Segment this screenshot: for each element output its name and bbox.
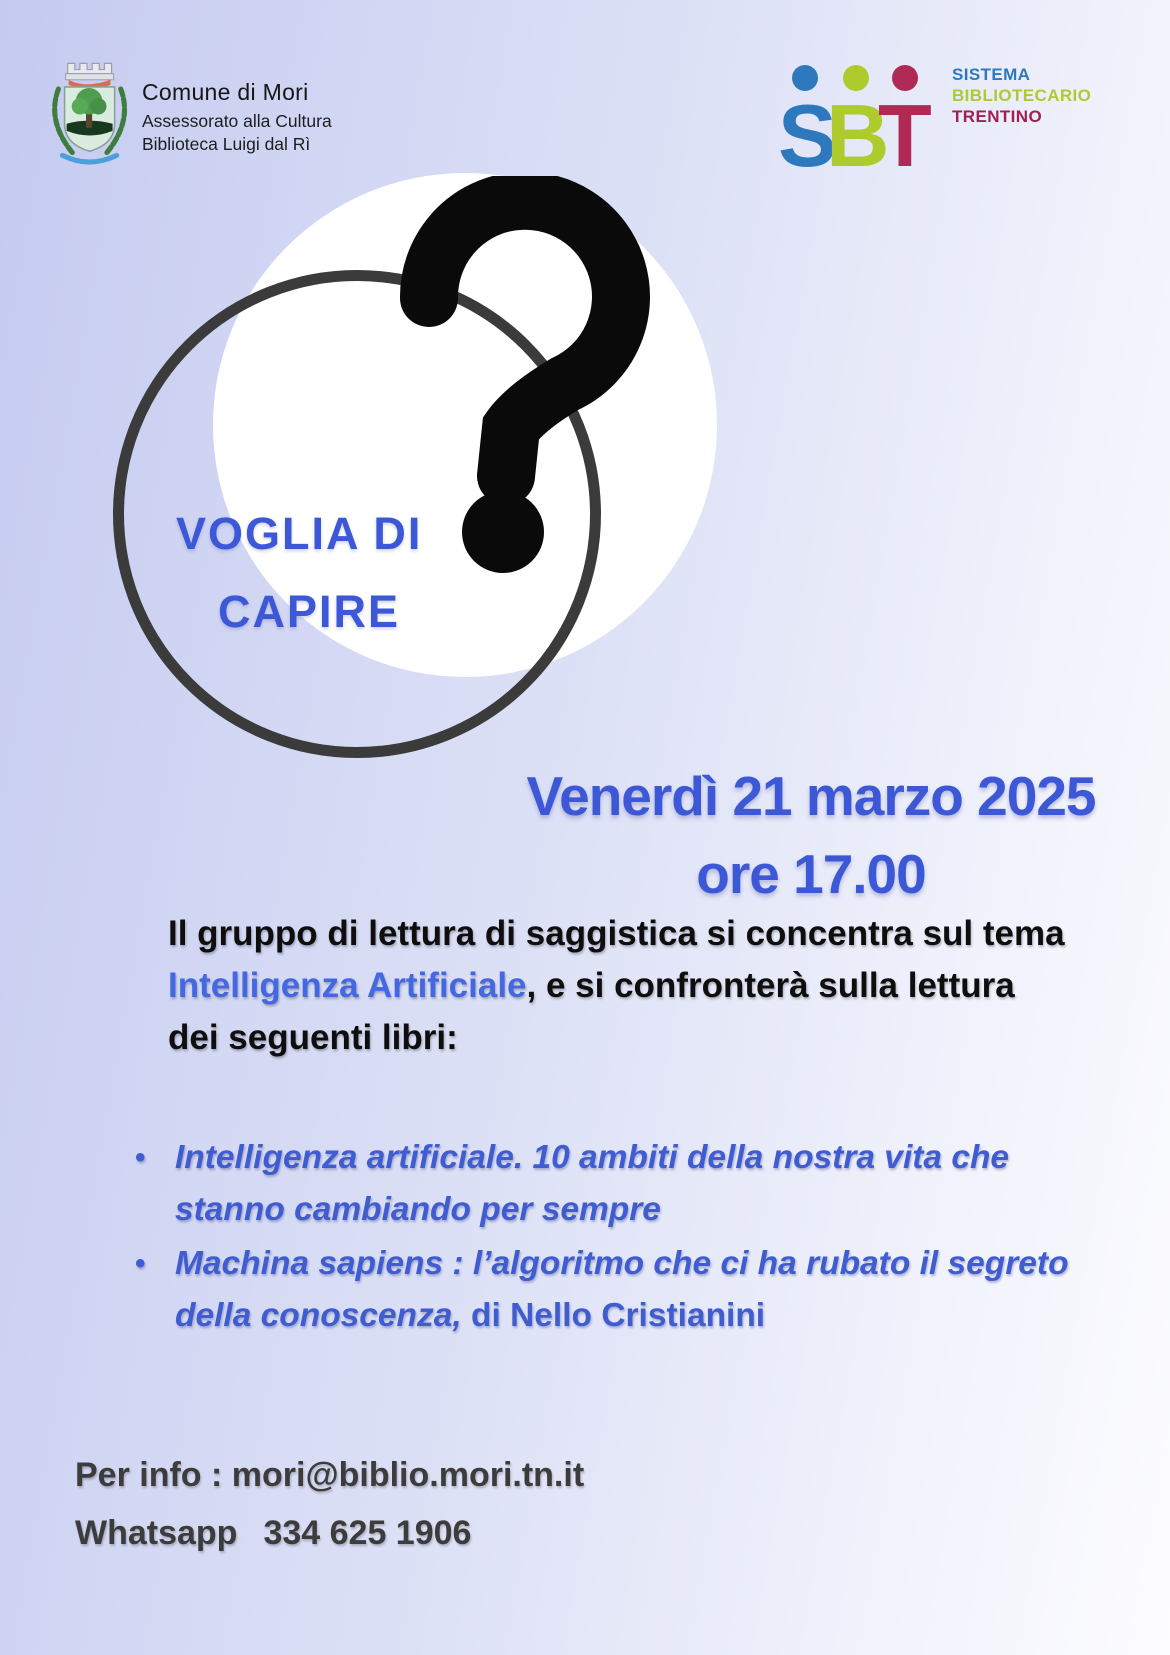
book-item-1: [135, 1132, 1075, 1236]
bullet-icon: •: [135, 1141, 146, 1174]
sbt-logo: [778, 56, 1091, 170]
municipality-title: Comune di Mori: [142, 79, 309, 105]
whatsapp-label: Whatsapp: [75, 1514, 238, 1552]
event-title-line1: VOGLIA DI: [176, 508, 423, 559]
municipality-line2: Biblioteca Luigi dal Rì: [142, 134, 311, 154]
event-title: [176, 508, 506, 638]
book-2-author: di Nello Cristianini: [461, 1297, 766, 1334]
sbt-letter-t: T: [878, 86, 932, 170]
sbt-letter-b: B: [826, 86, 890, 170]
sbt-letter-s: S: [778, 86, 837, 170]
book-list: [135, 1132, 1075, 1344]
municipality-brand: [38, 58, 332, 170]
book-2-title: Machina sapiens : l’algoritmo che ci ha rubato il segreto della conoscenza,: [175, 1245, 1069, 1334]
whatsapp-number: 334 625 1906: [263, 1514, 472, 1552]
mori-crest-icon: [38, 58, 132, 170]
event-date: Venerdì 21 marzo 2025: [526, 765, 1096, 827]
sbt-word-sistema: SISTEMA: [952, 65, 1031, 84]
event-datetime: [505, 764, 1117, 906]
municipality-line1: Assessorato alla Cultura: [142, 111, 332, 131]
bullet-icon: •: [135, 1247, 146, 1280]
event-time: ore 17.00: [696, 843, 926, 905]
description-highlight: Intelligenza Artificiale: [168, 966, 527, 1005]
description-post: , e si confronterà sulla lettura dei seguenti libri:: [168, 966, 1015, 1057]
contact-whatsapp-line: [75, 1508, 584, 1558]
book-item-2: [135, 1238, 1075, 1342]
description-pre: Il gruppo di lettura di saggistica si concentra sul tema: [168, 914, 1065, 953]
book-1-title: Intelligenza artificiale. 10 ambiti della nostra vita che stanno cambiando per sempre: [175, 1139, 1010, 1228]
sbt-word-bibliotecario: BIBLIOTECARIO: [952, 86, 1092, 105]
sbt-letters-icon: [778, 56, 940, 170]
contact-email-line: Per info : mori@biblio.mori.tn.it: [75, 1456, 585, 1494]
contact-info: [75, 1450, 584, 1558]
event-title-line2: CAPIRE: [218, 586, 401, 637]
event-description: [168, 908, 1073, 1064]
sbt-word-trentino: TRENTINO: [952, 107, 1043, 126]
